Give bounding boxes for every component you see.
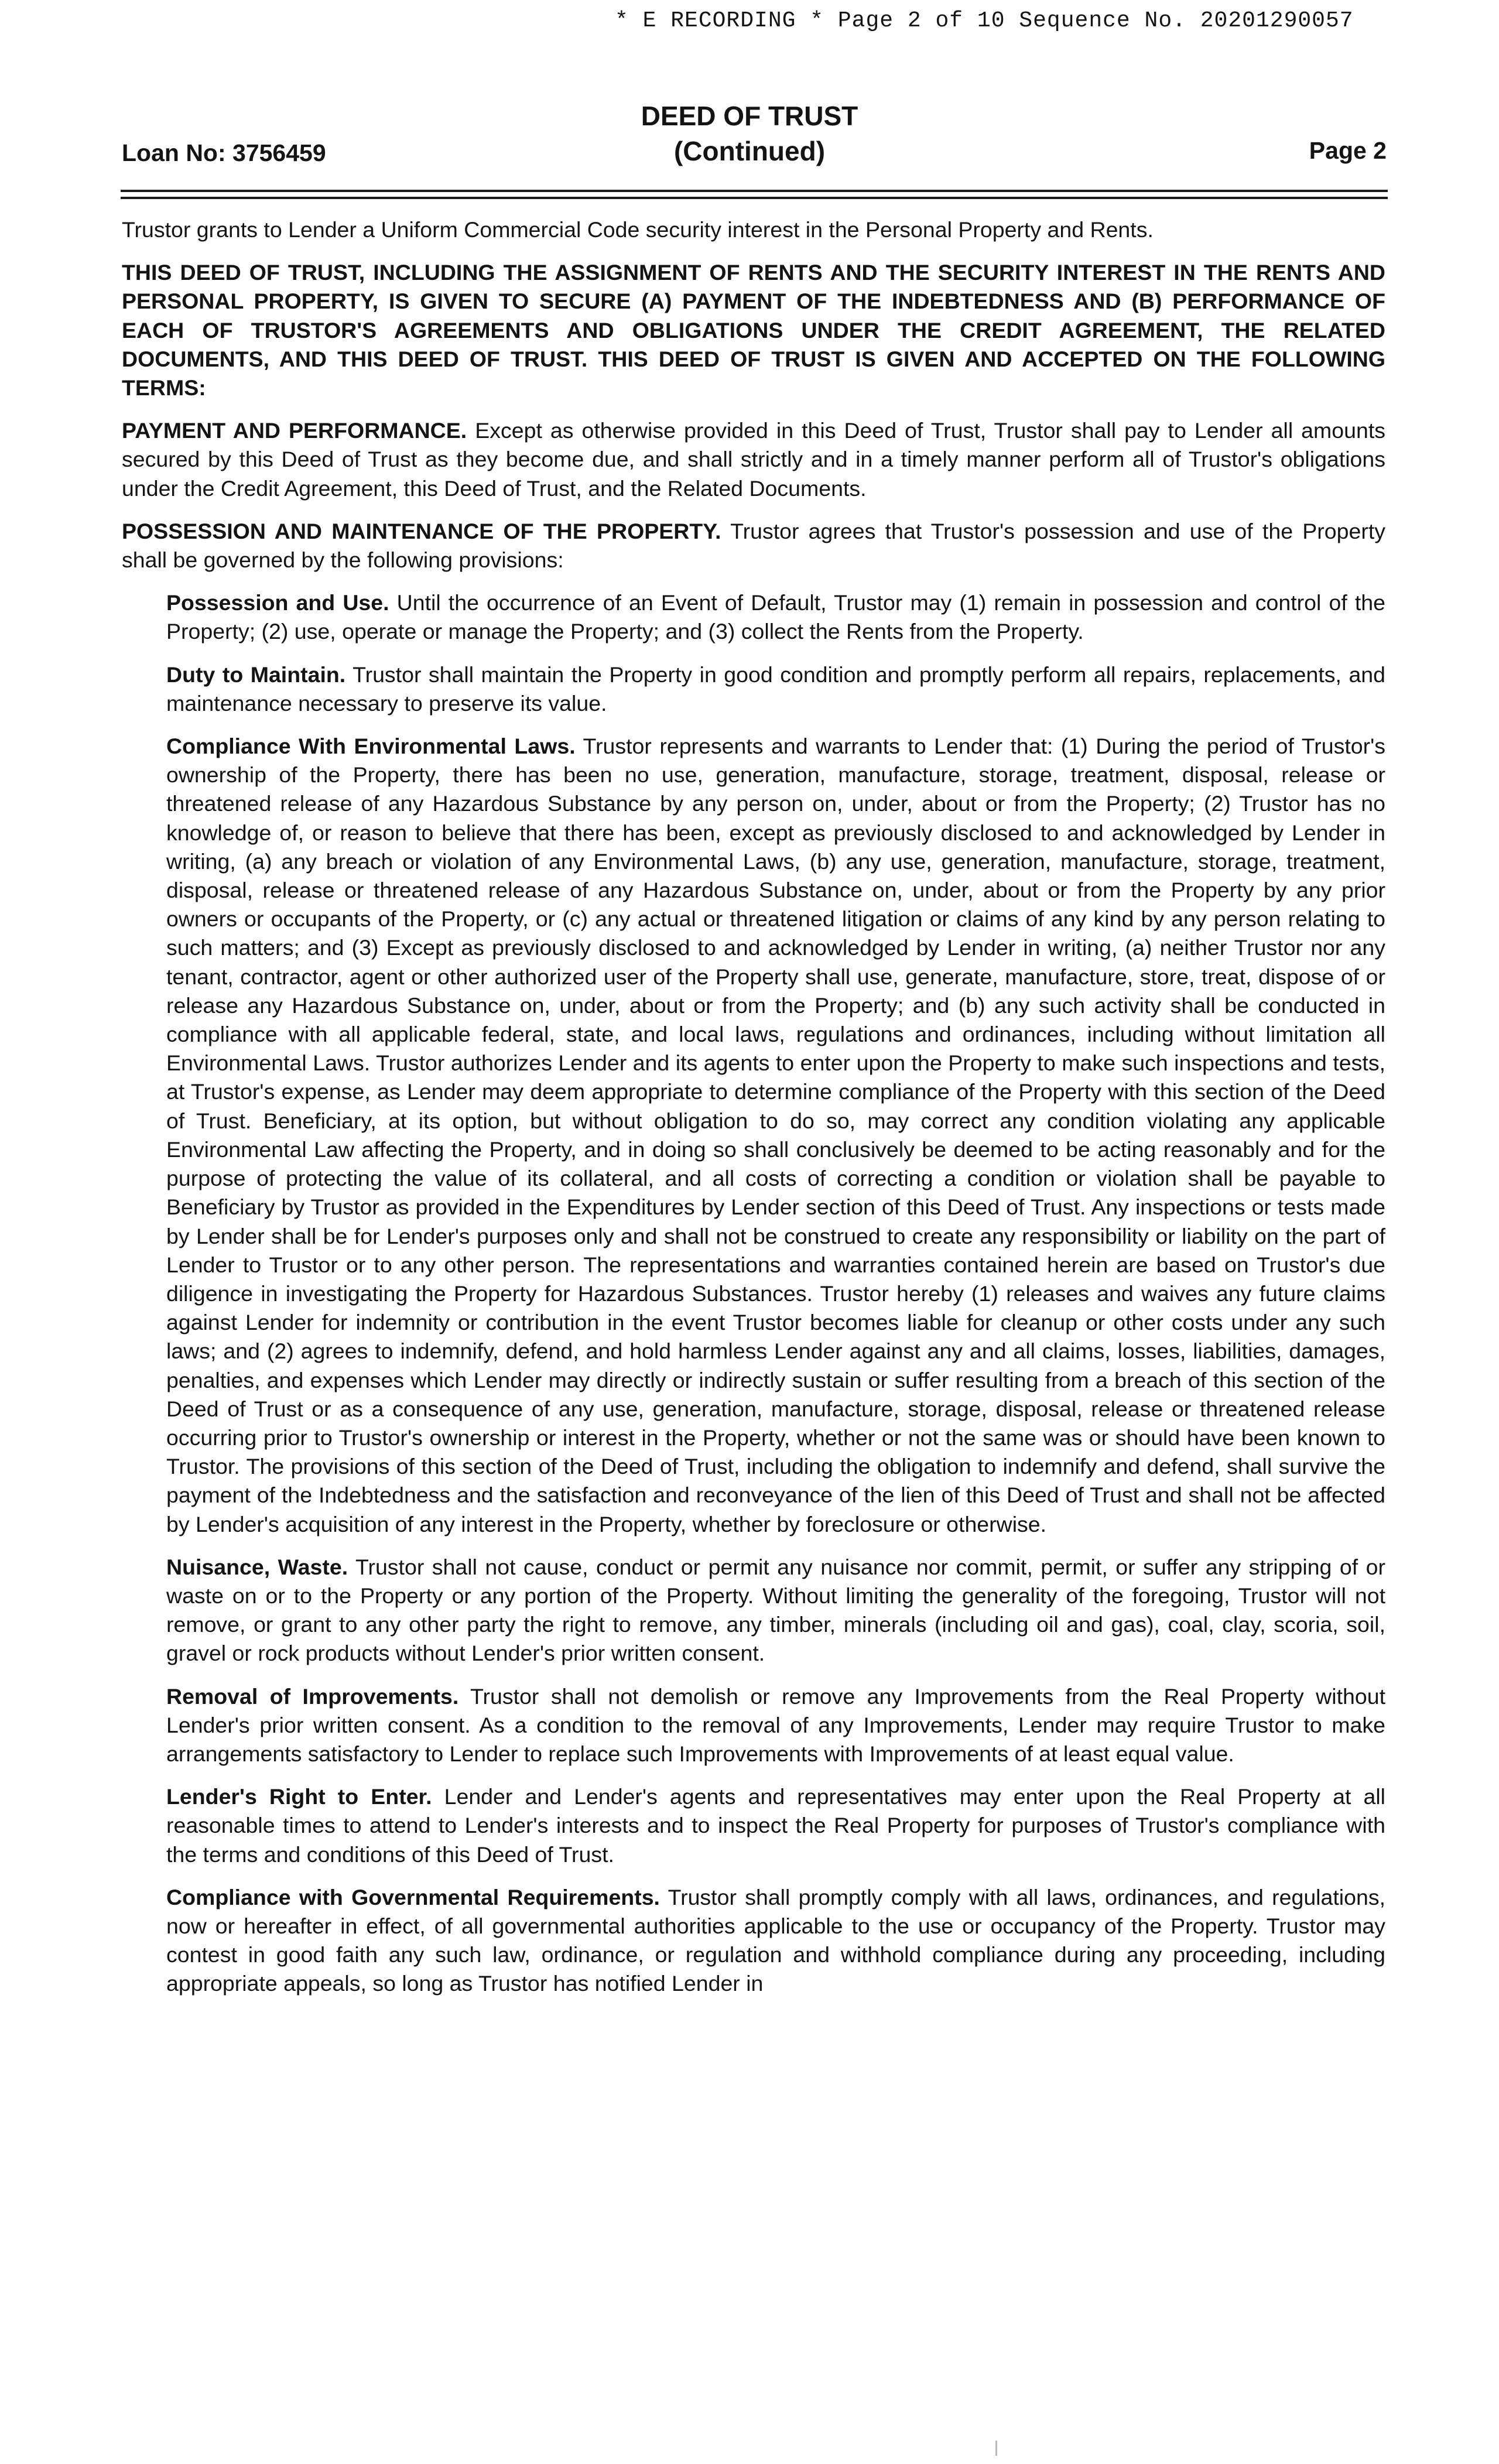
governmental-text: Trustor shall promptly comply with all laws, ordinances, and regulations, now or hereafter in effect, of all governmental authorities applicable to the use or occupancy of the Property. Trustor may contest in good faith any such law, ordinance, or regulation and withhold compliance during any proceeding, including appropriate appeals, so long as Trustor has notified Lender in	[166, 1884, 1385, 1996]
environmental-text: Trustor represents and warrants to Lender that: (1) During the period of Trustor's ownership of the Property, there has been no use, generation, manufacture, storage, treatment, disposal, release or threatened release of any Hazardous Substance by any person on, under, about or from the Property; (2) Trustor has no knowledge of, or reason to believe that there has been, except as previously disclosed to and acknowledged by Lender in writing, (a) any breach or violation of any Environmental Laws, (b) any use, generation, manufacture, storage, treatment, disposal, release or threatened release of any Hazardous Substance on, under, about or from the Property by any prior owners or occupants of the Property, or (c) any actual or threatened litigation or claims of any kind by any person relating to such matters; and (3) Except as previously disclosed to and acknowledged by Lender in writing, (a) neither Trustor nor any tenant, contractor, agent or other authorized user of the Property shall use, generate, manufacture, store, treat, dispose of or release any Hazardous Substance on, under, about or from the Property; and (b) any such activity shall be conducted in compliance with all applicable federal, state, and local laws, regulations and ordinances, including without limitation all Environmental Laws. Trustor authorizes Lender and its agents to enter upon the Property to make such inspections and tests, at Trustor's expense, as Lender may deem appropriate to determine compliance of the Property with this section of the Deed of Trust. Beneficiary, at its option, but without obligation to do so, may correct any condition violating any applicable Environmental Law affecting the Property, and in doing so shall conclusively be deemed to be acting reasonably and for the purpose of protecting the value of its collateral, and all costs of correcting a condition or violation shall be payable to Beneficiary by Trustor as provided in the Expenditures by Lender section of this Deed of Trust. Any inspections or tests made by Lender shall be for Lender's purposes only and shall not be construed to create any responsibility or liability on the part of Lender to Trustor or to any other person. The representations and warranties contained herein are based on Trustor's due diligence in investigating the Property for Hazardous Substances. Trustor hereby (1) releases and waives any future claims against Lender for indemnity or contribution in the event Trustor becomes liable for cleanup or other costs under any such laws; and (2) agrees to indemnify, defend, and hold harmless Lender against any and all claims, losses, liabilities, damages, penalties, and expenses which Lender may directly or indirectly sustain or suffer resulting from a breach of this section of the Deed of Trust or as a consequence of any use, generation, manufacture, storage, disposal, release or threatened release occurring prior to Trustor's ownership or interest in the Property, whether or not the same was or should have been known to Trustor. The provisions of this section of the Deed of Trust, including the obligation to indemnify and defend, shall survive the payment of the Indebtedness and the satisfaction and reconveyance of the lien of this Deed of Trust and shall not be affected by Lender's acquisition of any interest in the Property, whether by foreclosure or otherwise.	[166, 734, 1386, 1536]
possession-use-section	[166, 588, 1385, 646]
header-rule-top	[121, 190, 1388, 192]
environmental-section	[166, 732, 1385, 1539]
document-title	[603, 98, 896, 169]
intro-paragraph: Trustor grants to Lender a Uniform Commercial Code security interest in the Personal Property and Rents.	[122, 217, 1154, 242]
nuisance-title: Nuisance, Waste.	[166, 1554, 348, 1579]
possession-use-title: Possession and Use.	[166, 590, 389, 615]
environmental-title: Compliance With Environmental Laws.	[166, 734, 576, 759]
removal-section	[166, 1682, 1385, 1769]
removal-text: Trustor shall not demolish or remove any Improvements from the Real Property without Lender's prior written consent. As a condition to the removal of any Improvements, Lender may require Trustor to make arrangements satisfactory to Lender to replace such Improvements with Improvements of at least equal value.	[166, 1683, 1385, 1766]
title-line-1: DEED OF TRUST	[641, 101, 858, 131]
payment-section	[122, 416, 1385, 503]
nuisance-text: Trustor shall not cause, conduct or permit any nuisance nor commit, permit, or suffer any stripping of or waste on or to the Property or any portion of the Property. Without limiting the generality of the foregoing, Trustor will not remove, or grant to any other party the right to remove, any timber, minerals (including oil and gas), coal, clay, scoria, soil, gravel or rock products without Lender's prior written consent.	[166, 1554, 1385, 1666]
page-number: Page 2	[1309, 137, 1387, 164]
governmental-section	[166, 1883, 1385, 1998]
caps-statement: THIS DEED OF TRUST, INCLUDING THE ASSIGNMENT OF RENTS AND THE SECURITY INTEREST IN THE RENTS AND PERSONAL PROPERTY, IS GIVEN TO SECURE (A) PAYMENT OF THE INDEBTEDNESS AND (B) PERFORMANCE OF EACH OF TRUSTOR'S AGREEMENTS AND OBLIGATIONS UNDER THE CREDIT AGREEMENT, THE RELATED DOCUMENTS, AND THIS DEED OF TRUST. THIS DEED OF TRUST IS GIVEN AND ACCEPTED ON THE FOLLOWING TERMS:	[122, 260, 1385, 401]
right-to-enter-title: Lender's Right to Enter.	[166, 1784, 432, 1809]
right-to-enter-section	[166, 1782, 1385, 1869]
possession-use-text: Until the occurrence of an Event of Default, Trustor may (1) remain in possession and control of the Property; (2) use, operate or manage the Property; and (3) collect the Rents from the Property.	[166, 590, 1385, 644]
header-rule-bottom	[121, 197, 1388, 199]
document-body	[122, 215, 1385, 2013]
title-line-2: (Continued)	[673, 136, 826, 166]
scan-mark	[995, 2441, 997, 2456]
possession-section	[122, 517, 1385, 574]
duty-section	[166, 661, 1385, 718]
duty-text: Trustor shall maintain the Property in good condition and promptly perform all repairs, replacements, and maintenance necessary to preserve its value.	[166, 662, 1386, 716]
payment-title: PAYMENT AND PERFORMANCE.	[122, 418, 467, 443]
possession-title: POSSESSION AND MAINTENANCE OF THE PROPERTY.	[122, 518, 721, 543]
possession-text: Trustor agrees that Trustor's possession and use of the Property shall be governed by the following provisions:	[122, 518, 1385, 573]
removal-title: Removal of Improvements.	[166, 1683, 459, 1709]
payment-text: Except as otherwise provided in this Deed of Trust, Trustor shall pay to Lender all amounts secured by this Deed of Trust as they become due, and shall strictly and in a timely manner perform all of Trustor's obligations under the Credit Agreement, this Deed of Trust, and the Related Documents.	[122, 418, 1385, 501]
duty-title: Duty to Maintain.	[166, 662, 346, 687]
loan-number: Loan No: 3756459	[122, 139, 326, 166]
governmental-title: Compliance with Governmental Requirements.	[166, 1884, 660, 1909]
right-to-enter-text: Lender and Lender's agents and representatives may enter upon the Real Property at all reasonable times to attend to Lender's interests and to inspect the Real Property for purposes of Trustor's compliance with the terms and conditions of this Deed of Trust.	[166, 1784, 1385, 1867]
nuisance-section	[166, 1553, 1385, 1668]
recording-header: * E RECORDING * Page 2 of 10 Sequence No. 20201290057	[615, 8, 1354, 33]
